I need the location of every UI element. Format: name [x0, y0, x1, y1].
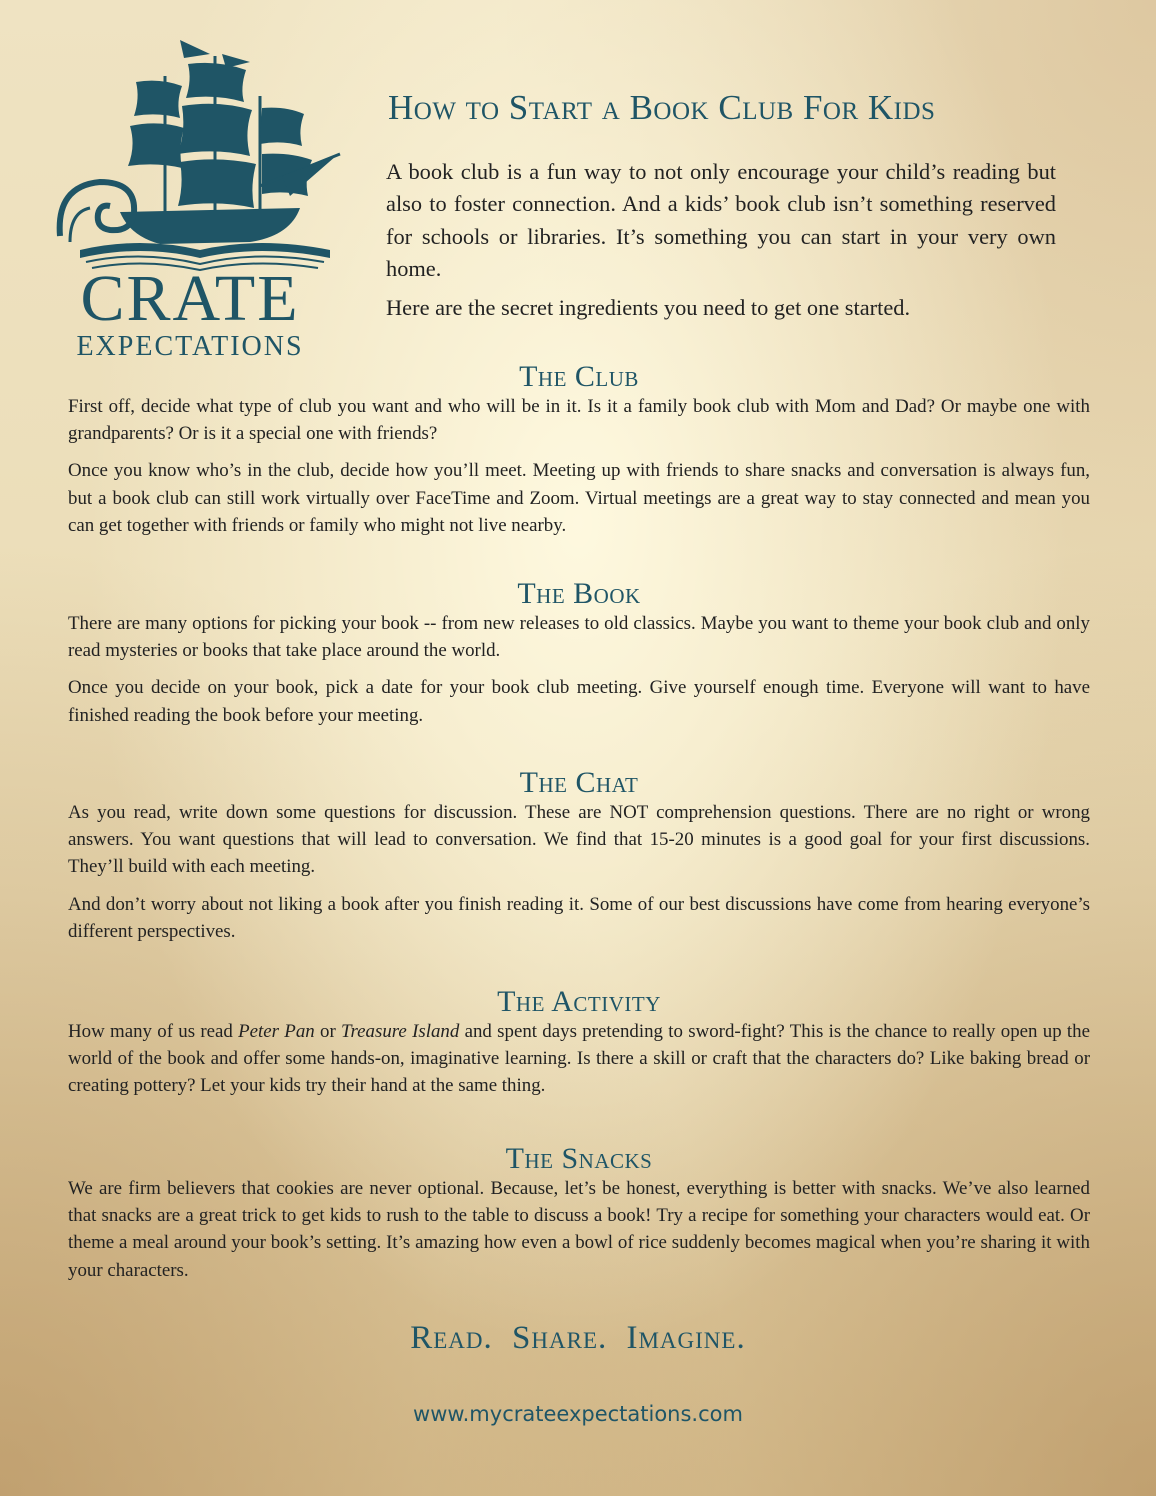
website-link[interactable]: www.mycrateexpectations.com — [413, 1402, 743, 1426]
section-paragraph: We are firm believers that cookies are never optional. Because, let’s be honest, everything is better with snacks. We’ve also learned that snacks are a great trick to get kids to rush to the table to discuss a book! Try a recipe for something your characters would eat. Or theme a meal around your book’s setting. It’s amazing how even a bowl of rice suddenly becomes magical when you’re sharing it with your characters. — [68, 1178, 1090, 1281]
section-book — [68, 578, 1090, 739]
section-paragraph: First off, decide what type of club you want and who will be in it. Is it a family book club with Mom and Dad? Or maybe one with grandparents? Or is it a special one with friends? — [68, 396, 1090, 445]
section-paragraph: Once you decide on your book, pick a date for your book club meeting. Give yourself enough time. Everyone will want to have finished reading the book before your meeting. — [68, 677, 1090, 726]
brand-tagline: EXPECTATIONS — [76, 331, 304, 362]
ship-on-book-logo-icon — [50, 36, 350, 276]
section-heading: The Book — [517, 577, 641, 610]
section-heading: The Snacks — [505, 1142, 653, 1175]
section-chat — [68, 767, 1090, 955]
section-paragraph: Once you know who’s in the club, decide how you’ll meet. Meeting up with friends to share snacks and conversation is always fun, but a book club can still work virtually over FaceTime and Zoom. Virtual meetings are a great way to stay connected and mean you can get together with friends or family who might not live nearby. — [68, 460, 1090, 536]
tagline: Read. Share. Imagine. — [410, 1320, 746, 1356]
book-title-peter-pan: Peter Pan — [238, 1021, 315, 1042]
section-heading: The Activity — [497, 985, 661, 1018]
section-heading: The Club — [519, 360, 639, 393]
section-paragraph: How many of us read Peter Pan or Treasure Island and spent days pretending to sword-fight? This is the chance to really open up the world of the book and offer some hands-on, imaginative learning. Is there a skill or craft that the characters do? Like baking bread or creating pottery? Let your kids try their hand at the same thing. — [68, 1021, 1090, 1097]
section-paragraph: As you read, write down some questions for discussion. These are NOT comprehension questions. There are no right or wrong answers. You want questions that will lead to conversation. We find that 15-20 minutes is a good goal for your first discussions. They’ll build with each meeting. — [68, 802, 1090, 878]
book-title-treasure-island: Treasure Island — [341, 1021, 460, 1042]
section-activity — [68, 986, 1090, 1110]
section-paragraph: There are many options for picking your book -- from new releases to old classics. Maybe you want to theme your book club and only read mysteries or books that take place around the world. — [68, 613, 1090, 662]
intro — [386, 156, 1056, 330]
brand-name: CRATE — [80, 262, 300, 335]
page-title: How to Start a Book Club For Kids — [388, 88, 936, 127]
section-paragraph: And don’t worry about not liking a book after you finish reading it. Some of our best discussions have come from hearing everyone’s different perspectives. — [68, 893, 1090, 942]
intro-paragraph-2: Here are the secret ingredients you need to get one started. — [386, 294, 911, 320]
section-club — [68, 361, 1090, 549]
section-heading: The Chat — [519, 766, 639, 799]
intro-paragraph-1: A book club is a fun way to not only encourage your child’s reading but also to foster connection. And a kids’ book club isn’t something reserved for schools or libraries. It’s something you can start in your very own home. — [386, 159, 1056, 282]
section-snacks — [68, 1143, 1090, 1294]
